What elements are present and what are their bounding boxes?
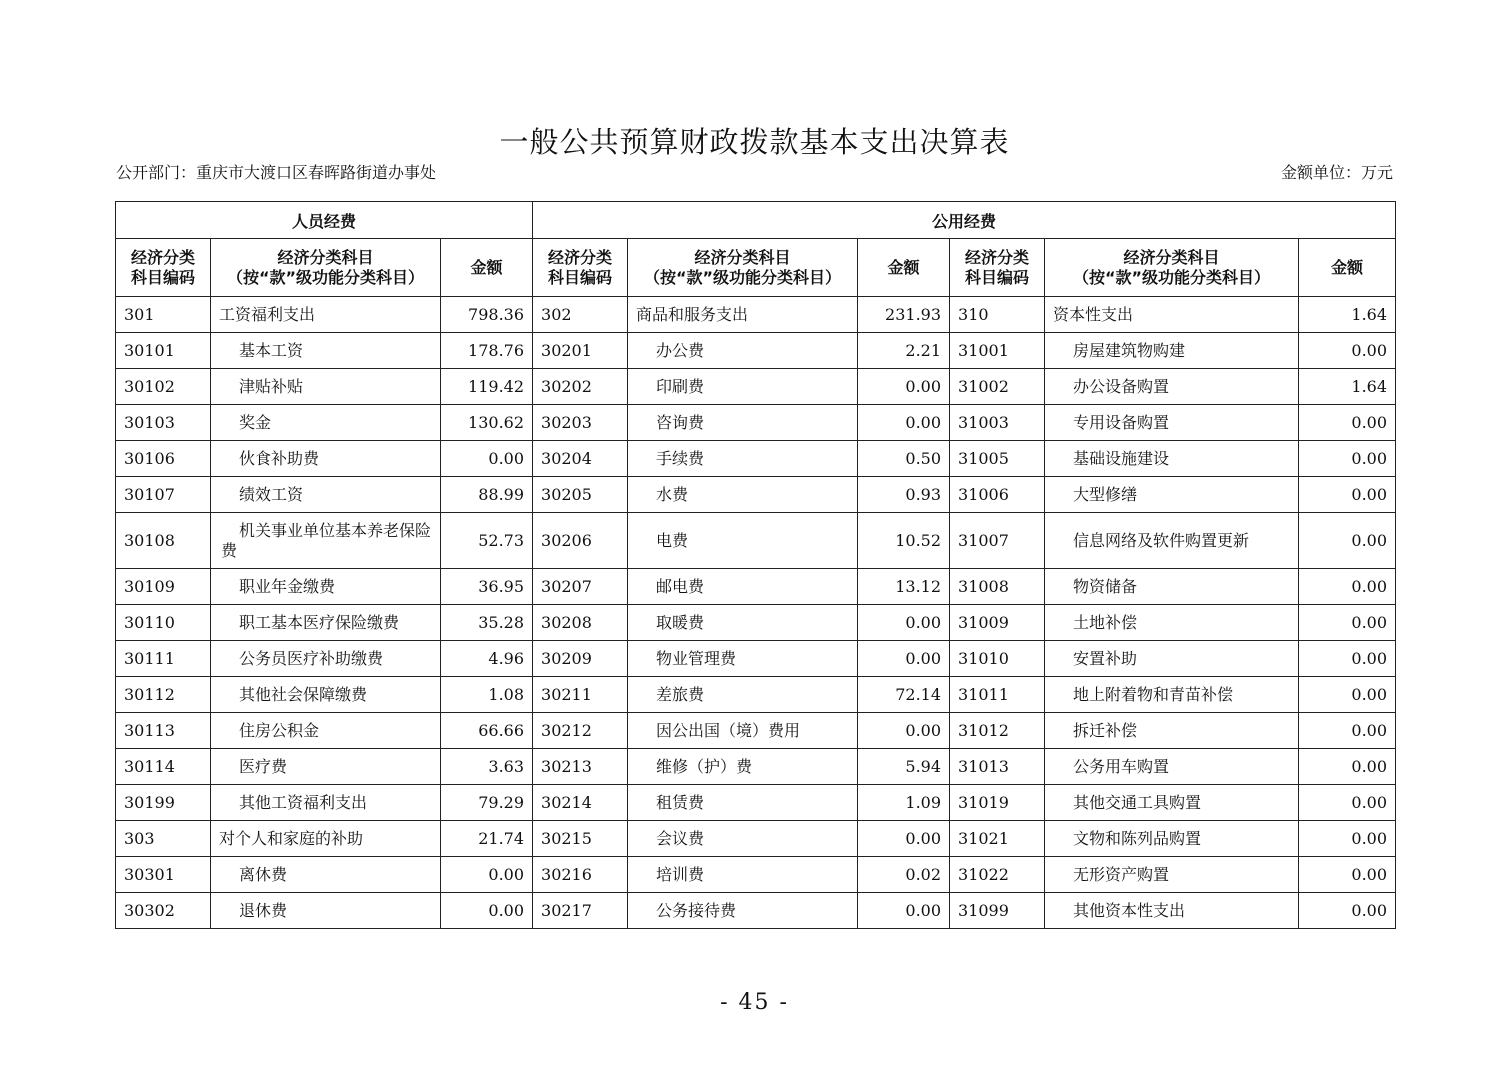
name-cell: 职工基本医疗保险缴费	[211, 605, 441, 641]
amount-cell: 130.62	[441, 405, 533, 441]
header-name: 经济分类科目 （按“款”级功能分类科目）	[1045, 239, 1299, 297]
code-cell: 30201	[533, 333, 628, 369]
name-cell: 其他交通工具购置	[1045, 785, 1299, 821]
code-cell: 30215	[533, 821, 628, 857]
amount-cell: 35.28	[441, 605, 533, 641]
name-cell: 离休费	[211, 857, 441, 893]
name-cell: 职业年金缴费	[211, 569, 441, 605]
name-cell: 伙食补助费	[211, 441, 441, 477]
name-cell: 住房公积金	[211, 713, 441, 749]
amount-cell: 0.00	[858, 605, 950, 641]
table-row	[116, 785, 1396, 821]
section-public: 公用经费	[533, 202, 1396, 239]
amount-cell: 0.00	[1299, 677, 1396, 713]
code-cell: 31019	[950, 785, 1045, 821]
code-cell: 31006	[950, 477, 1045, 513]
name-cell: 取暖费	[628, 605, 858, 641]
code-cell: 30109	[116, 569, 211, 605]
name-cell: 对个人和家庭的补助	[211, 821, 441, 857]
name-cell: 咨询费	[628, 405, 858, 441]
name-cell: 商品和服务支出	[628, 297, 858, 333]
header-code: 经济分类 科目编码	[533, 239, 628, 297]
name-cell: 奖金	[211, 405, 441, 441]
table-row	[116, 477, 1396, 513]
amount-cell: 88.99	[441, 477, 533, 513]
header-amount: 金额	[1299, 239, 1396, 297]
code-cell: 30209	[533, 641, 628, 677]
name-cell: 其他社会保障缴费	[211, 677, 441, 713]
amount-cell: 4.96	[441, 641, 533, 677]
department-label: 公开部门：重庆市大渡口区春晖路街道办事处	[116, 163, 437, 182]
table-row	[116, 441, 1396, 477]
code-cell: 31012	[950, 713, 1045, 749]
amount-cell: 0.00	[1299, 405, 1396, 441]
amount-cell: 13.12	[858, 569, 950, 605]
amount-cell: 10.52	[858, 513, 950, 569]
amount-cell: 0.00	[858, 405, 950, 441]
amount-cell: 52.73	[441, 513, 533, 569]
name-cell	[211, 513, 441, 569]
header-amount: 金额	[858, 239, 950, 297]
name-cell: 拆迁补偿	[1045, 713, 1299, 749]
amount-cell: 0.00	[1299, 441, 1396, 477]
page-title: 一般公共预算财政拨款基本支出决算表	[499, 125, 1010, 159]
amount-cell: 1.64	[1299, 369, 1396, 405]
name-cell: 维修（护）费	[628, 749, 858, 785]
amount-cell: 1.08	[441, 677, 533, 713]
code-cell: 302	[533, 297, 628, 333]
code-cell: 30112	[116, 677, 211, 713]
name-cell: 水费	[628, 477, 858, 513]
amount-cell: 1.64	[1299, 297, 1396, 333]
amount-cell: 0.00	[441, 441, 533, 477]
header-code: 经济分类 科目编码	[950, 239, 1045, 297]
name-cell: 安置补助	[1045, 641, 1299, 677]
name-cell: 医疗费	[211, 749, 441, 785]
amount-cell: 231.93	[858, 297, 950, 333]
table-row	[116, 749, 1396, 785]
table-row	[116, 641, 1396, 677]
code-cell: 31005	[950, 441, 1045, 477]
table-row	[116, 369, 1396, 405]
table-row	[116, 713, 1396, 749]
code-cell: 303	[116, 821, 211, 857]
name-cell: 办公费	[628, 333, 858, 369]
name-cell: 因公出国（境）费用	[628, 713, 858, 749]
code-cell: 310	[950, 297, 1045, 333]
table-row	[116, 333, 1396, 369]
name-cell: 地上附着物和青苗补偿	[1045, 677, 1299, 713]
name-cell: 邮电费	[628, 569, 858, 605]
section-personnel: 人员经费	[116, 202, 533, 239]
amount-cell: 72.14	[858, 677, 950, 713]
name-cell: 土地补偿	[1045, 605, 1299, 641]
code-cell: 30207	[533, 569, 628, 605]
name-cell: 租赁费	[628, 785, 858, 821]
name-cell: 专用设备购置	[1045, 405, 1299, 441]
name-cell: 公务接待费	[628, 893, 858, 929]
name-cell: 退休费	[211, 893, 441, 929]
amount-cell: 0.02	[858, 857, 950, 893]
code-cell: 31002	[950, 369, 1045, 405]
table-row	[116, 893, 1396, 929]
amount-cell: 0.00	[1299, 513, 1396, 569]
expenditure-table	[115, 201, 1396, 929]
name-cell: 物业管理费	[628, 641, 858, 677]
code-cell: 30216	[533, 857, 628, 893]
amount-cell: 798.36	[441, 297, 533, 333]
name-cell: 基础设施建设	[1045, 441, 1299, 477]
code-cell: 30208	[533, 605, 628, 641]
name-cell: 其他工资福利支出	[211, 785, 441, 821]
code-cell: 30108	[116, 513, 211, 569]
amount-cell: 0.93	[858, 477, 950, 513]
code-cell: 30302	[116, 893, 211, 929]
code-cell: 301	[116, 297, 211, 333]
amount-cell: 0.00	[1299, 477, 1396, 513]
amount-cell: 0.00	[1299, 749, 1396, 785]
code-cell: 30114	[116, 749, 211, 785]
code-cell: 30211	[533, 677, 628, 713]
amount-cell: 2.21	[858, 333, 950, 369]
code-cell: 31009	[950, 605, 1045, 641]
amount-cell: 0.00	[1299, 641, 1396, 677]
code-cell: 31001	[950, 333, 1045, 369]
name-cell: 印刷费	[628, 369, 858, 405]
table-row	[116, 605, 1396, 641]
name-cell: 信息网络及软件购置更新	[1045, 513, 1299, 569]
table-row	[116, 297, 1396, 333]
name-cell: 文物和陈列品购置	[1045, 821, 1299, 857]
amount-cell: 0.00	[1299, 785, 1396, 821]
amount-cell: 36.95	[441, 569, 533, 605]
code-cell: 30101	[116, 333, 211, 369]
amount-cell: 0.00	[858, 821, 950, 857]
header-amount: 金额	[441, 239, 533, 297]
amount-cell: 79.29	[441, 785, 533, 821]
amount-cell: 0.00	[858, 369, 950, 405]
code-cell: 30102	[116, 369, 211, 405]
code-cell: 30205	[533, 477, 628, 513]
unit-label: 金额单位：万元	[1280, 163, 1393, 182]
amount-cell: 0.00	[1299, 605, 1396, 641]
code-cell: 30214	[533, 785, 628, 821]
amount-cell: 0.00	[858, 641, 950, 677]
table-row	[116, 677, 1396, 713]
name-cell: 大型修缮	[1045, 477, 1299, 513]
amount-cell: 21.74	[441, 821, 533, 857]
code-cell: 31008	[950, 569, 1045, 605]
amount-cell: 0.00	[1299, 893, 1396, 929]
code-cell: 30113	[116, 713, 211, 749]
amount-cell: 0.00	[1299, 333, 1396, 369]
code-cell: 30110	[116, 605, 211, 641]
code-cell: 30199	[116, 785, 211, 821]
code-cell: 31010	[950, 641, 1045, 677]
amount-cell: 119.42	[441, 369, 533, 405]
table-row	[116, 405, 1396, 441]
code-cell: 31021	[950, 821, 1045, 857]
header-name: 经济分类科目 （按“款”级功能分类科目）	[211, 239, 441, 297]
name-cell: 基本工资	[211, 333, 441, 369]
table-row	[116, 821, 1396, 857]
name-cell: 房屋建筑物购建	[1045, 333, 1299, 369]
code-cell: 31022	[950, 857, 1045, 893]
name-cell: 培训费	[628, 857, 858, 893]
name-cell: 绩效工资	[211, 477, 441, 513]
amount-cell: 0.50	[858, 441, 950, 477]
name-cell: 电费	[628, 513, 858, 569]
code-cell: 30212	[533, 713, 628, 749]
name-cell: 资本性支出	[1045, 297, 1299, 333]
amount-cell: 0.00	[441, 893, 533, 929]
code-cell: 30217	[533, 893, 628, 929]
amount-cell: 0.00	[858, 713, 950, 749]
code-cell: 30103	[116, 405, 211, 441]
code-cell: 31013	[950, 749, 1045, 785]
code-cell: 31007	[950, 513, 1045, 569]
code-cell: 30206	[533, 513, 628, 569]
header-name: 经济分类科目 （按“款”级功能分类科目）	[628, 239, 858, 297]
code-cell: 30204	[533, 441, 628, 477]
name-cell: 办公设备购置	[1045, 369, 1299, 405]
name-cell: 其他资本性支出	[1045, 893, 1299, 929]
header-code: 经济分类 科目编码	[116, 239, 211, 297]
amount-cell: 3.63	[441, 749, 533, 785]
amount-cell: 0.00	[1299, 857, 1396, 893]
table-row	[116, 857, 1396, 893]
code-cell: 31003	[950, 405, 1045, 441]
amount-cell: 178.76	[441, 333, 533, 369]
name-cell: 手续费	[628, 441, 858, 477]
page-number: - 45 -	[720, 990, 789, 1015]
amount-cell: 0.00	[441, 857, 533, 893]
table-row	[116, 569, 1396, 605]
code-cell: 30107	[116, 477, 211, 513]
amount-cell: 5.94	[858, 749, 950, 785]
name-cell: 会议费	[628, 821, 858, 857]
name-cell: 无形资产购置	[1045, 857, 1299, 893]
name-cell: 工资福利支出	[211, 297, 441, 333]
amount-cell: 1.09	[858, 785, 950, 821]
code-cell: 31099	[950, 893, 1045, 929]
name-cell: 物资储备	[1045, 569, 1299, 605]
code-cell: 31011	[950, 677, 1045, 713]
code-cell: 30301	[116, 857, 211, 893]
table-row	[116, 513, 1396, 569]
code-cell: 30203	[533, 405, 628, 441]
amount-cell: 0.00	[1299, 821, 1396, 857]
amount-cell: 0.00	[858, 893, 950, 929]
code-cell: 30202	[533, 369, 628, 405]
code-cell: 30106	[116, 441, 211, 477]
amount-cell: 66.66	[441, 713, 533, 749]
name-cell: 公务用车购置	[1045, 749, 1299, 785]
name-cell: 差旅费	[628, 677, 858, 713]
code-cell: 30213	[533, 749, 628, 785]
code-cell: 30111	[116, 641, 211, 677]
name-cell: 公务员医疗补助缴费	[211, 641, 441, 677]
name-text: 机关事业单位基本养老保险费	[221, 520, 432, 560]
name-cell: 津贴补贴	[211, 369, 441, 405]
amount-cell: 0.00	[1299, 569, 1396, 605]
amount-cell: 0.00	[1299, 713, 1396, 749]
